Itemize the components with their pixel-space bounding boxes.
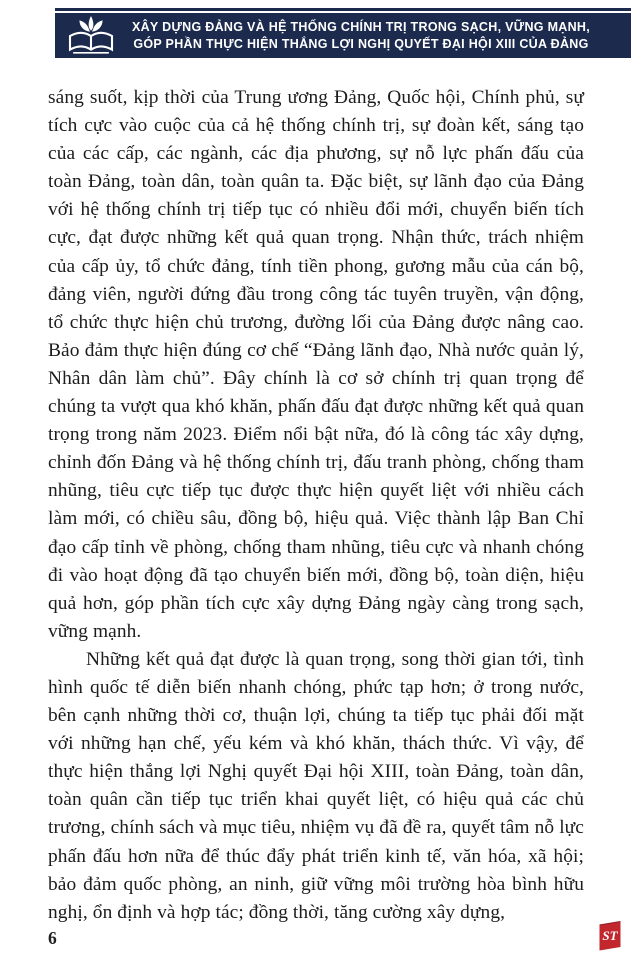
- running-head-line1: XÂY DỰNG ĐẢNG VÀ HỆ THỐNG CHÍNH TRỊ TRONG SẠCH, VỮNG MẠNH,: [131, 19, 591, 34]
- publisher-logo: [597, 921, 623, 951]
- publisher-logo-text: ST: [602, 928, 618, 943]
- header-band: [55, 13, 631, 58]
- body-paragraph-2: Những kết quả đạt được là quan trọng, song thời gian tới, tình hình quốc tế diễn biến nhanh chóng, phức tạp hơn; ở trong nước, bên cạnh những thời cơ, thuận lợi, chúng ta tiếp tục phải đối mặt với những hạn chế, yếu kém và khó khăn, thách thức. Vì vậy, để thực hiện thắng lợi Nghị quyết Đại hội XIII, toàn Đảng, toàn dân, toàn quân cần tiếp tục triển khai quyết liệt, có hiệu quả các chủ trương, chính sách và mục tiêu, nhiệm vụ đã đề ra, quyết tâm nỗ lực phấn đấu hơn nữa để thúc đẩy phát triển kinh tế, văn hóa, xã hội; bảo đảm quốc phòng, an ninh, giữ vững môi trường hòa bình hữu nghị, ổn định và hợp tác; đồng thời, tăng cường xây dựng,: [48, 648, 584, 923]
- book-lotus-logo: [65, 15, 117, 57]
- header-top-rule: [55, 8, 631, 11]
- running-head-line2: GÓP PHẦN THỰC HIỆN THẮNG LỢI NGHỊ QUYẾT ĐẠI HỘI XIII CỦA ĐẢNG: [133, 36, 589, 51]
- running-head-text: [117, 19, 631, 53]
- page-header: [55, 8, 631, 58]
- page-number: 6: [48, 928, 57, 948]
- page-body: [48, 84, 584, 927]
- body-paragraph-1: sáng suốt, kịp thời của Trung ương Đảng, Quốc hội, Chính phủ, sự tích cực vào cuộc của cả hệ thống chính trị, sự đoàn kết, sáng tạo của các cấp, các ngành, các địa phương, sự nỗ lực phấn đấu của toàn Đảng, toàn dân, toàn quân ta. Đặc biệt, sự lãnh đạo của Đảng với hệ thống chính trị tiếp tục có nhiều đổi mới, chuyển biến tích cực, đạt được những kết quả quan trọng. Nhận thức, trách nhiệm của cấp ủy, tổ chức đảng, tính tiền phong, gương mẫu của cán bộ, đảng viên, người đứng đầu trong công tác tuyên truyền, vận động, tổ chức thực hiện chủ trương, đường lối của Đảng được nâng cao. Bảo đảm thực hiện đúng cơ chế “Đảng lãnh đạo, Nhà nước quản lý, Nhân dân làm chủ”. Đây chính là cơ sở chính trị quan trọng để chúng ta vượt qua khó khăn, phấn đấu đạt được những kết quả quan trọng trong năm 2023. Điểm nổi bật nữa, đó là công tác xây dựng, chỉnh đốn Đảng và hệ thống chính trị, đấu tranh phòng, chống tham nhũng, tiêu cực tiếp tục được thực hiện quyết liệt với nhiều cách làm mới, có chiều sâu, đồng bộ, hiệu quả. Việc thành lập Ban Chỉ đạo cấp tỉnh về phòng, chống tham nhũng, tiêu cực và nhanh chóng đi vào hoạt động đã tạo chuyển biến mới, đồng bộ, toàn diện, hiệu quả hơn, góp phần tích cực xây dựng Đảng ngày càng trong sạch, vững mạnh.: [48, 87, 584, 642]
